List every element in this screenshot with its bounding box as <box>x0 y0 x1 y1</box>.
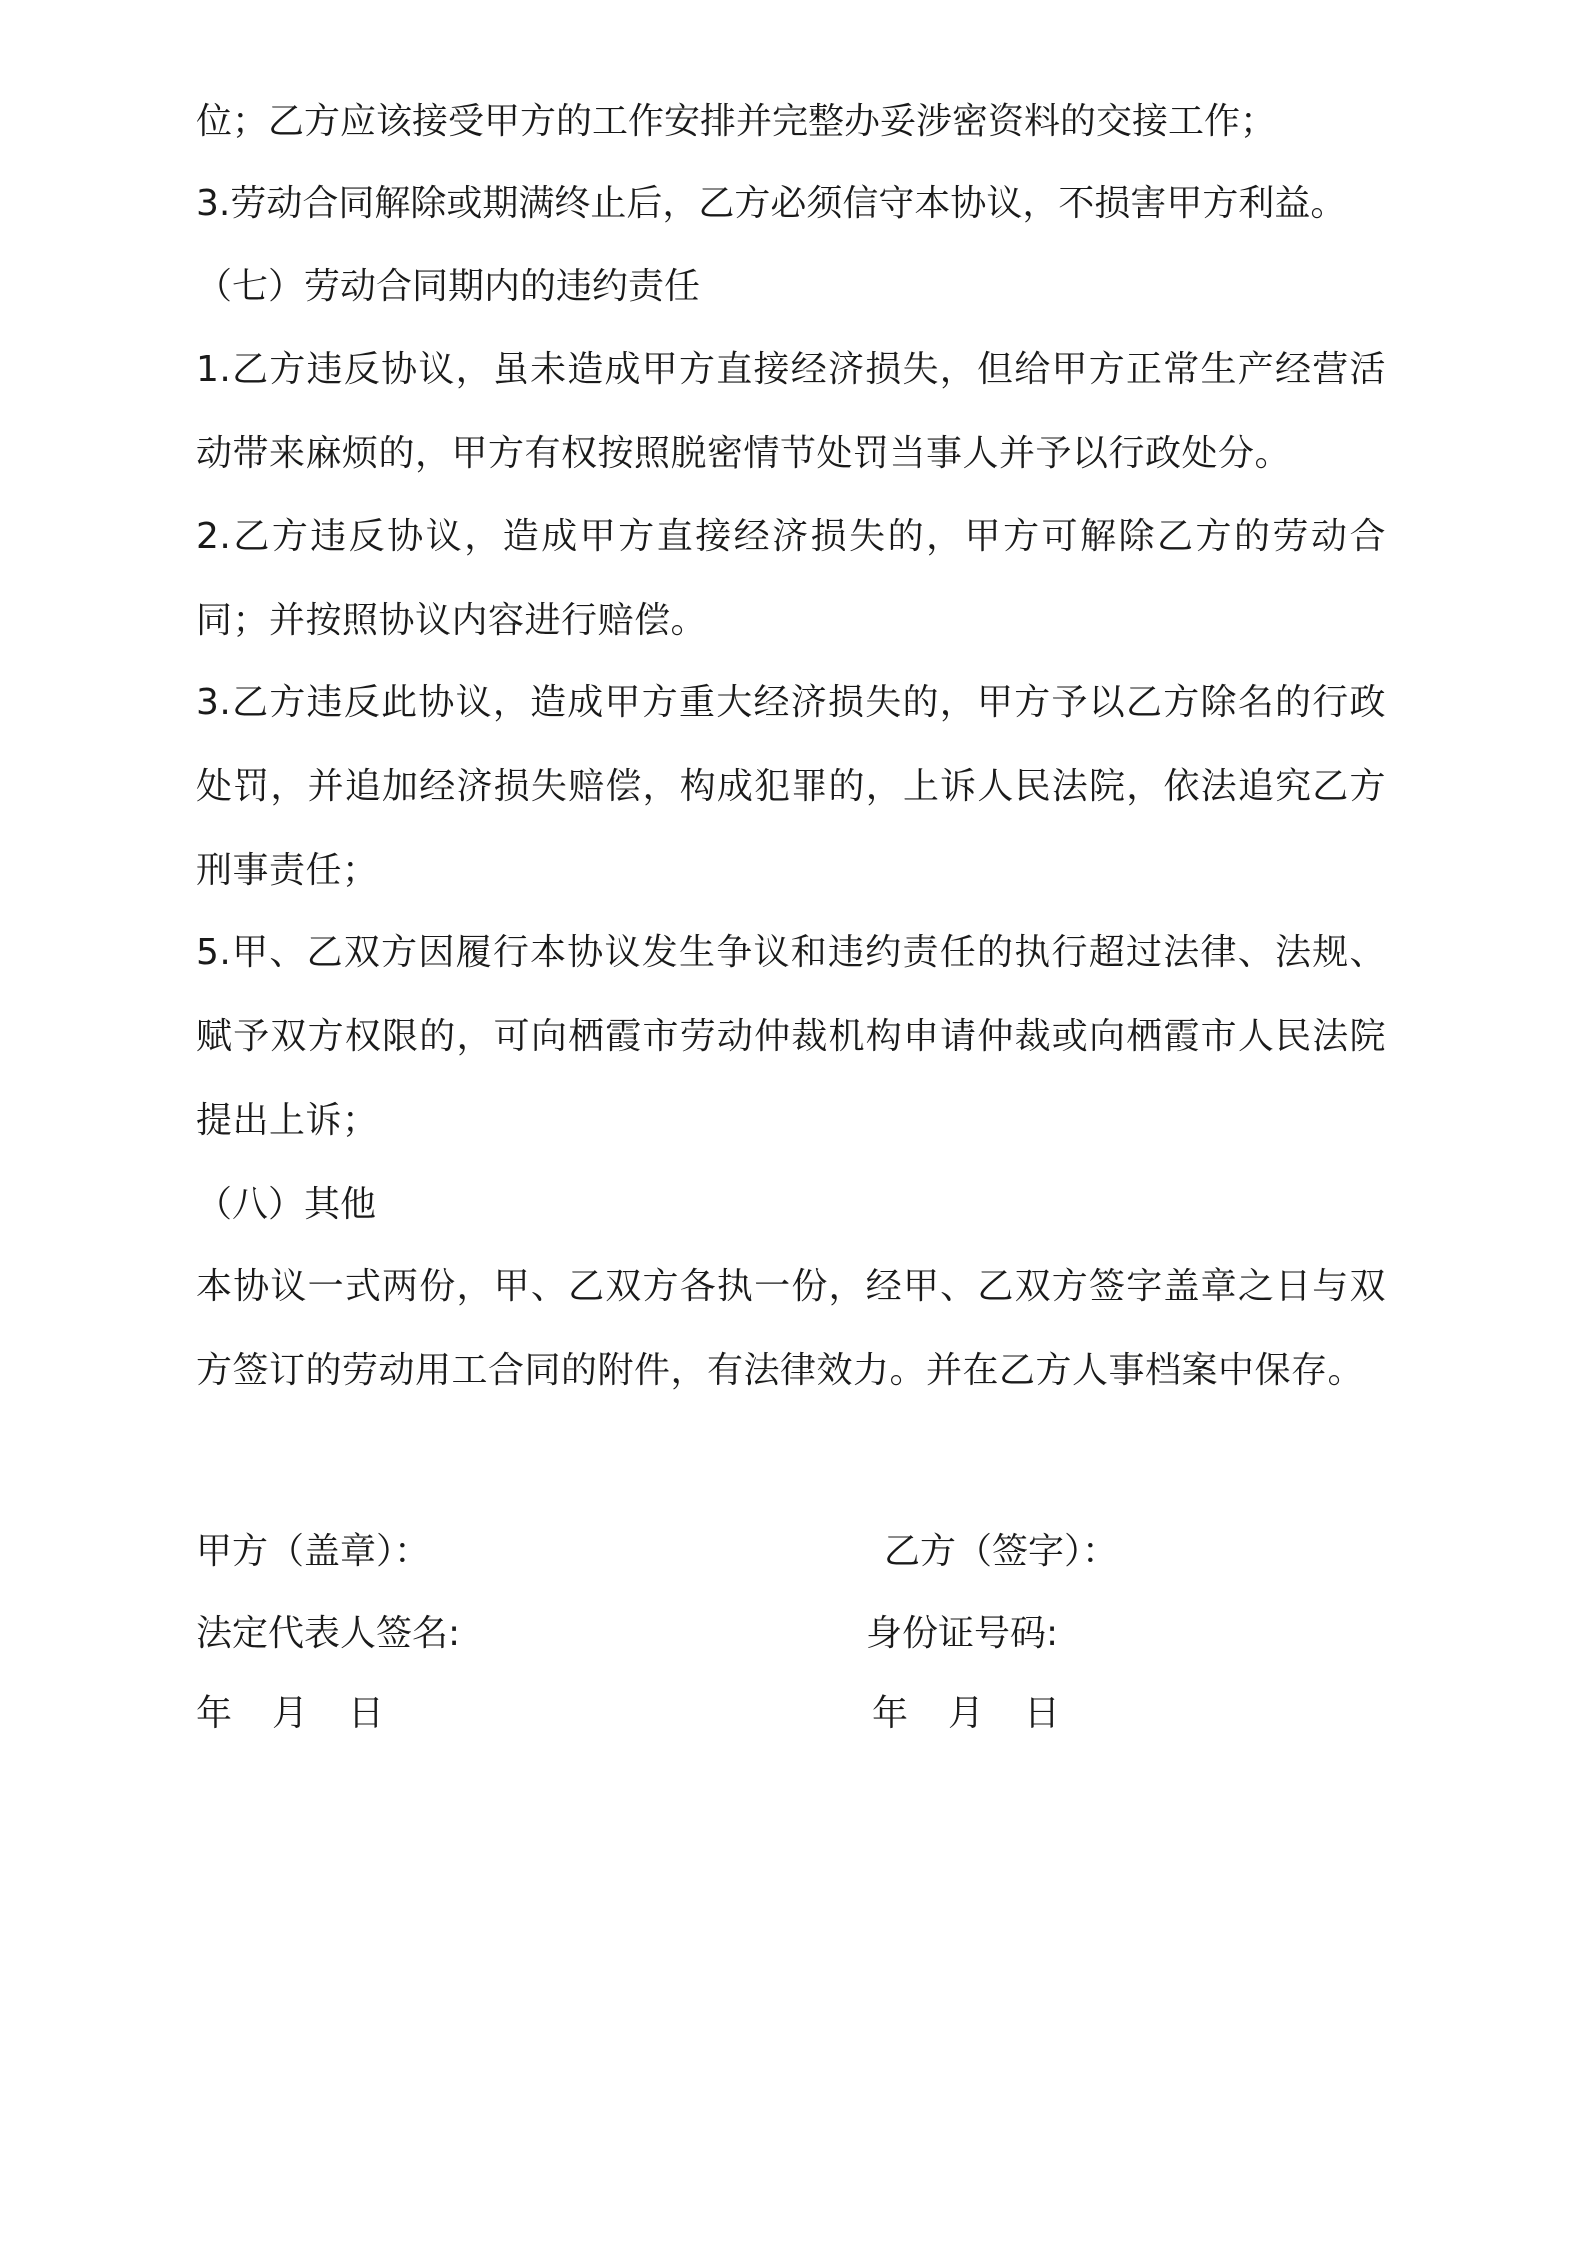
item-6-3: 3.劳动合同解除或期满终止后，乙方必须信守本协议，不损害甲方利益。 <box>196 183 1347 224</box>
date-right <box>872 1692 1060 1736</box>
continued-line: 位；乙方应该接受甲方的工作安排并完整办妥涉密资料的交接工作； <box>196 101 1277 142</box>
section-8-heading: （八）其他 <box>196 1184 377 1225</box>
party-b-signature-label: 乙方（签字）： <box>884 1531 1119 1572</box>
date-left <box>196 1692 384 1736</box>
date-right-month: 月 <box>948 1693 985 1734</box>
section-8-text: 本协议一式两份，甲、乙双方各执一份，经甲、乙双方签字盖章之日与双方签订的劳动用工合同的附件，有法律效力。并在乙方人事档案中保存。 <box>196 1266 1386 1391</box>
date-left-month: 月 <box>272 1693 309 1734</box>
party-a-seal-label: 甲方（盖章）： <box>196 1531 431 1572</box>
section-7-heading: （七）劳动合同期内的违约责任 <box>196 266 701 307</box>
section-7-item-5: 5.甲、乙双方因履行本协议发生争议和违约责任的执行超过法律、法规、赋予双方权限的，可向栖霞市劳动仲裁机构申请仲裁或向栖霞市人民法院提出上诉； <box>196 932 1386 1141</box>
legal-representative-label: 法定代表人签名: <box>196 1613 461 1654</box>
section-7-item-3: 3.乙方违反此协议，造成甲方重大经济损失的，甲方予以乙方除名的行政处罚，并追加经济损失赔偿，构成犯罪的，上诉人民法院，依法追究乙方刑事责任； <box>196 682 1386 891</box>
section-7-item-1: 1.乙方违反协议，虽未造成甲方直接经济损失，但给甲方正常生产经营活动带来麻烦的，甲方有权按照脱密情节处罚当事人并予以行政处分。 <box>196 349 1386 474</box>
date-right-day: 日 <box>1024 1693 1061 1734</box>
date-right-year: 年 <box>872 1693 909 1734</box>
id-number-label: 身份证号码: <box>866 1613 1059 1654</box>
date-left-year: 年 <box>196 1693 233 1734</box>
date-left-day: 日 <box>348 1693 385 1734</box>
section-7-item-2: 2.乙方违反协议，造成甲方直接经济损失的，甲方可解除乙方的劳动合同；并按照协议内容进行赔偿。 <box>196 516 1386 641</box>
